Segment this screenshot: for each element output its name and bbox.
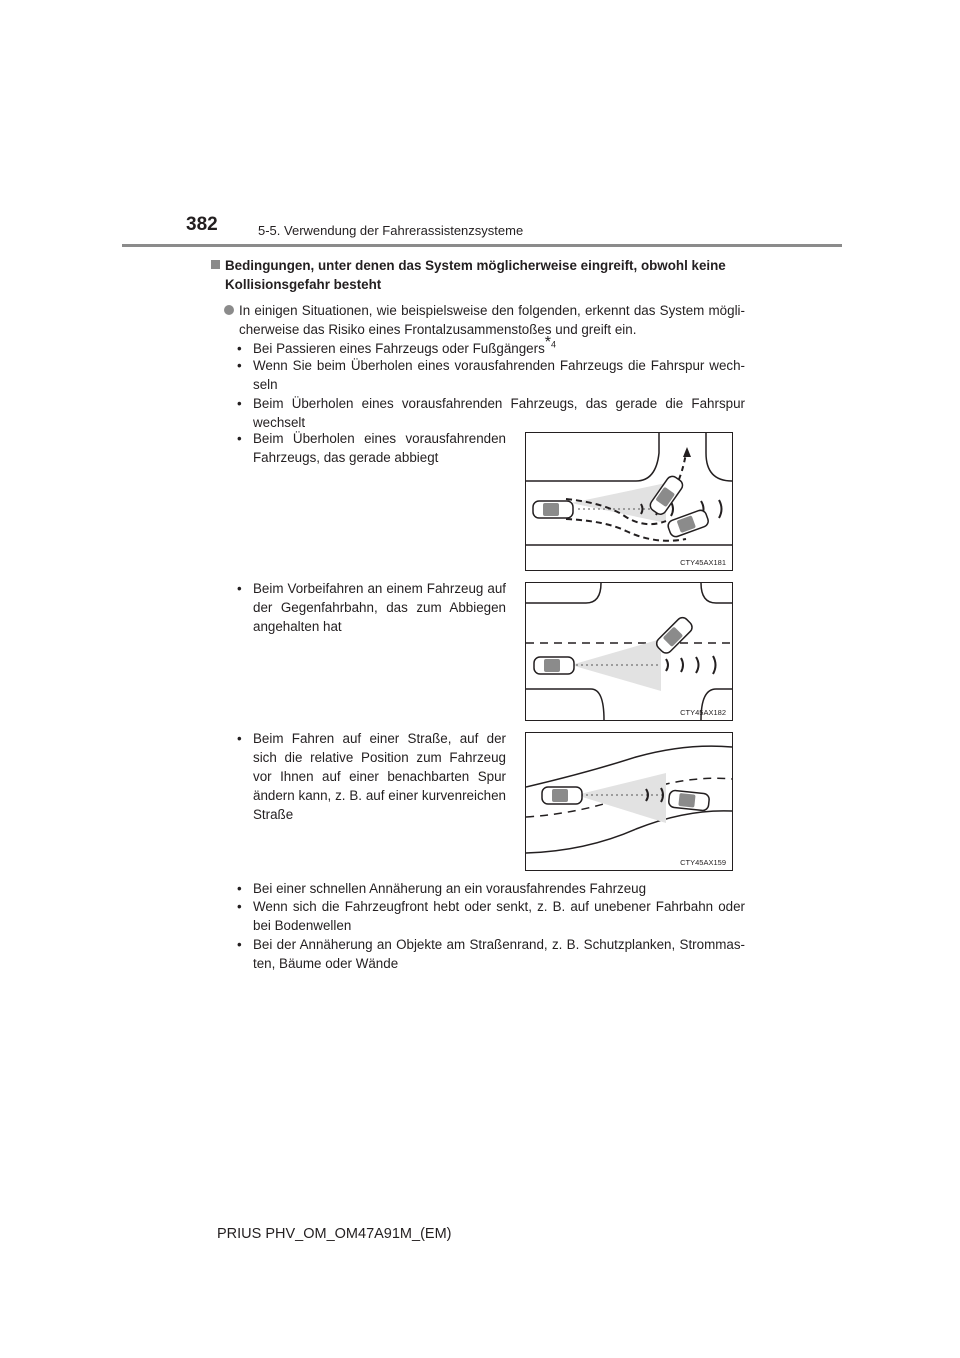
car-icon: [533, 501, 573, 518]
figure-caption: • Beim Überholen eines vorausfahrenden Fahrzeugs, das gerade abbiegt: [237, 431, 506, 465]
condition-heading: [211, 256, 745, 294]
oncoming-vehicle-illustration: [525, 582, 733, 721]
figure-caption-text: Beim Überholen eines vorausfahrenden Fahrzeugs, das gerade abbiegt: [253, 431, 506, 465]
heading-line-2: Kollisionsgefahr besteht: [225, 277, 382, 292]
bullet-mark: •: [237, 341, 242, 356]
document-footer: PRIUS PHV_OM_OM47A91M_(EM): [217, 1226, 452, 1242]
bullet-item: • Bei Passieren eines Fahrzeugs oder Fußgängers$^{*4}$: [237, 334, 557, 356]
intro-paragraph: [224, 301, 745, 339]
bullet-text: Wenn Sie beim Überholen eines vorausfahrenden Fahrzeugs die Fahrspur wech-seln: [253, 358, 745, 392]
figure-caption-text: Beim Fahren auf einer Straße, auf der sich die relative Position zum Fahrzeug vor Ihnen auf einer benachbarten Spur ändern kann, z. B. auf einer kurvenreichen Straße: [253, 731, 506, 822]
bullet-item: • Wenn sich die Fahrzeugfront hebt oder senkt, z. B. auf unebener Fahrbahn oder bei Bodenwellen: [237, 899, 745, 933]
figure-caption: • Beim Vorbeifahren an einem Fahrzeug auf der Gegenfahrbahn, das zum Abbiegen angehalten hat: [237, 581, 506, 634]
footnote-ref: 4: [551, 339, 557, 350]
bullet-item: • Wenn Sie beim Überholen eines vorausfahrenden Fahrzeugs die Fahrspur wech-seln: [237, 358, 745, 392]
figure-caption: • Beim Fahren auf einer Straße, auf der sich die relative Position zum Fahrzeug vor Ihnen auf einer benachbarten Spur ändern kann, z. B. auf einer kurvenreichen Straße: [237, 731, 506, 822]
turning-vehicle-illustration: [525, 432, 733, 571]
page-number: 382: [186, 214, 218, 235]
bullet-text: Beim Überholen eines vorausfahrenden Fahrzeugs, das gerade die Fahrspur wechselt: [253, 396, 745, 430]
square-bullet-icon: [211, 260, 220, 269]
bullet-item: • Bei der Annäherung an Objekte am Straßenrand, z. B. Schutzplanken, Strommas-ten, Bäume oder Wände: [237, 937, 745, 971]
figure-caption-text: Beim Vorbeifahren an einem Fahrzeug auf der Gegenfahrbahn, das zum Abbiegen angehalten hat: [253, 581, 506, 634]
figure-code: CTY45AX182: [680, 708, 726, 717]
section-title: 5-5. Verwendung der Fahrerassistenzsysteme: [258, 223, 524, 238]
bullet-text: Bei einer schnellen Annäherung an ein vorausfahrendes Fahrzeug: [253, 881, 647, 896]
intro-text: In einigen Situationen, wie beispielsweise den folgenden, erkennt das System mögli-cherweise das Risiko eines Frontalzusammenstoßes und greift ein.: [239, 303, 745, 337]
bullet-item: • Bei einer schnellen Annäherung an ein vorausfahrendes Fahrzeug: [237, 881, 647, 896]
circle-bullet-icon: [224, 305, 234, 315]
curved-road-illustration: [525, 732, 733, 871]
bullet-text: Bei Passieren eines Fahrzeugs oder Fußgängers: [253, 341, 545, 356]
header-divider: [122, 244, 842, 247]
figure-code: CTY45AX159: [680, 858, 726, 867]
bullet-item: • Beim Überholen eines vorausfahrenden Fahrzeugs, das gerade die Fahrspur wechselt: [237, 396, 745, 430]
bullet-text: Wenn sich die Fahrzeugfront hebt oder senkt, z. B. auf unebener Fahrbahn oder bei Bodenwellen: [253, 899, 745, 933]
figure-code: CTY45AX181: [680, 558, 726, 567]
heading-line-1: Bedingungen, unter denen das System möglicherweise eingreift, obwohl keine: [225, 258, 726, 273]
bullet-text: Bei der Annäherung an Objekte am Straßenrand, z. B. Schutzplanken, Strommas-ten, Bäume oder Wände: [253, 937, 745, 971]
